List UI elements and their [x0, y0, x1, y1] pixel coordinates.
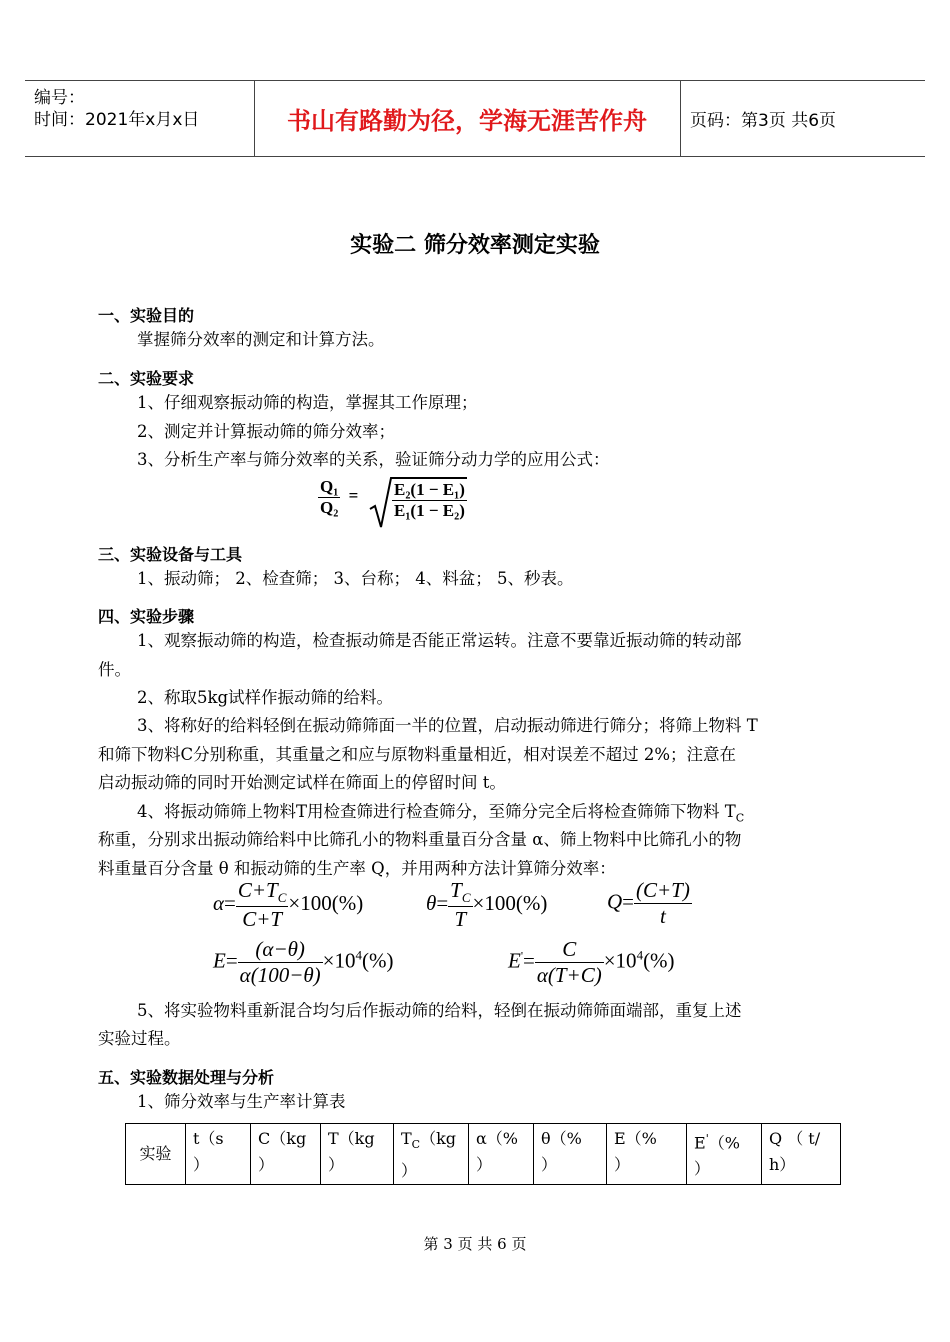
step3-line3: 启动振动筛的同时开始测定试样在筛面上的停留时间 t。 — [98, 773, 506, 792]
header-motto-cell — [254, 81, 681, 156]
ratio-formula: $\frac{\text{Q₁}}{\text{Q₂}}$ = $\frac{\text{E₂(1 − E₁)}}{\text{E₁(1 − E₂)}}$ — [310, 475, 510, 533]
q-formula: Q= $\frac{(C+T)}{t}$ — [607, 878, 690, 928]
theta-formula: θ= $\frac{T_C}{T}$ ×100(%) — [426, 878, 548, 932]
header-meta — [25, 81, 255, 156]
step2-text: 2、称取5kg试样作振动筛的给料。 — [137, 688, 394, 707]
header-page-label: 页码：第3页 共6页 — [690, 111, 837, 131]
section-heading-steps: 四、实验步骤 — [98, 607, 195, 626]
document-title: 实验二 筛分效率测定实验 — [350, 233, 600, 258]
step1-line2: 件。 — [98, 660, 131, 679]
step3-line2: 和筛下物料C分别称重，其重量之和应与原物料重量相近，相对误差不超过 2%；注意在 — [98, 745, 737, 764]
header-motto: 书山有路勤为径，学海无涯苦作舟 — [287, 107, 647, 135]
step5-line1: 5、将实验物料重新混合均匀后作振动筛的给料，轻倒在振动筛筛面端部，重复上述 — [137, 1001, 742, 1020]
table-header-e: E（% ） — [607, 1124, 687, 1185]
e-formula: E= $\frac{(\alpha-\theta)}{\alpha(100-\theta)}$ $\times 10^4(\%)$ — [213, 937, 394, 987]
doc-time-label: 时间：2021年x月x日 — [34, 110, 200, 130]
requirement-item: 2、测定并计算振动筛的筛分效率； — [137, 422, 395, 441]
table-header-tw: T（kg ） — [321, 1124, 394, 1185]
efficiency-table — [125, 1123, 841, 1185]
table-row — [126, 1124, 841, 1185]
ratio-lhs-den: Q₂ — [320, 498, 339, 517]
requirement-item: 1、仔细观察振动筛的构造，掌握其工作原理； — [137, 393, 478, 412]
step4-line2: 称重，分别求出振动筛给料中比筛孔小的物料重量百分含量 α、筛上物料中比筛孔小的物 — [98, 830, 742, 849]
step4-line3: 料重量百分含量 θ 和振动筛的生产率 Q，并用两种方法计算筛分效率： — [98, 859, 616, 878]
table-header-tc: $T_C(kg$ ） — [394, 1124, 469, 1185]
ratio-lhs-num: Q₁ — [320, 477, 339, 496]
table-header-e-prime: E'（% ） — [687, 1124, 762, 1185]
page-header — [25, 80, 925, 157]
header-page-cell — [680, 81, 925, 156]
section-heading-purpose: 一、实验目的 — [98, 306, 195, 325]
alpha-formula: α= $\frac{C+T_C}{C+T}$ ×100(%) — [213, 878, 364, 932]
table-header-q: Q （ t/ h） — [762, 1124, 841, 1185]
analysis-subtitle: 1、筛分效率与生产率计算表 — [137, 1092, 346, 1111]
section-heading-requirements: 二、实验要求 — [98, 369, 195, 388]
purpose-text: 掌握筛分效率的测定和计算方法。 — [137, 330, 385, 349]
doc-number-label: 编号： — [34, 88, 85, 108]
table-header-t: t（s ） — [186, 1124, 251, 1185]
table-header-c: C（kg ） — [251, 1124, 321, 1185]
step1-line1: 1、观察振动筛的构造，检查振动筛是否能正常运转。注意不要靠近振动筛的转动部 — [137, 631, 742, 650]
ratio-den: E₁(1 − E₂) — [394, 501, 465, 520]
sqrt-sign — [368, 475, 394, 531]
page-footer: 第 3 页 共 6 页 — [423, 1235, 527, 1253]
table-header-theta: θ（% ） — [534, 1124, 607, 1185]
equipment-text: 1、振动筛； 2、检查筛； 3、台称； 4、料盆； 5、秒表。 — [137, 569, 574, 588]
table-header-alpha: α（% ） — [469, 1124, 534, 1185]
step3-line1: 3、将称好的给料轻倒在振动筛筛面一半的位置，启动振动筛进行筛分；将筛上物料 T — [137, 716, 758, 735]
step4-line1: 4、将振动筛筛上物料T用检查筛进行检查筛分，至筛分完全后将检查筛筛下物料 $T_C$ — [137, 802, 745, 825]
e-prime-formula: E'= $\frac{C}{\alpha(T+C)}$ $\times 10^4(\%)$ — [508, 937, 675, 987]
step5-line2: 实验过程。 — [98, 1029, 181, 1048]
section-heading-equipment: 三、实验设备与工具 — [98, 545, 243, 564]
section-heading-analysis: 五、实验数据处理与分析 — [98, 1068, 275, 1087]
ratio-num: E₂(1 − E₁) — [394, 480, 465, 499]
table-header-experiment: 实验 — [126, 1124, 186, 1185]
requirement-item: 3、分析生产率与筛分效率的关系，验证筛分动力学的应用公式： — [137, 450, 610, 469]
